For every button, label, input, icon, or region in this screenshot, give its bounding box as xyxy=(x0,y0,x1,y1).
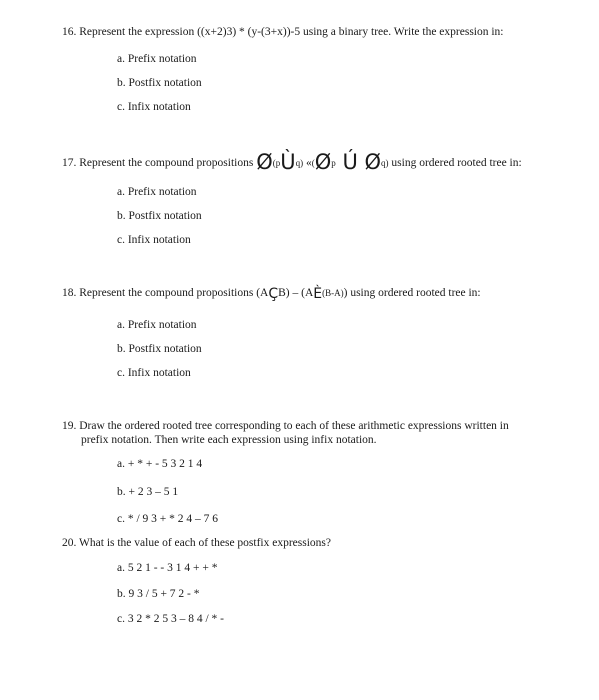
q19-option-c: c. * / 9 3 + * 2 4 – 7 6 xyxy=(117,513,219,525)
question-18 xyxy=(62,286,481,302)
q19-option-a: a. + * + - 5 3 2 1 4 xyxy=(117,458,203,470)
q20-option-b: b. 9 3 / 5 + 7 2 - * xyxy=(117,588,200,600)
q18-option-a: a. Prefix notation xyxy=(117,319,197,331)
q20-option-c: c. 3 2 * 2 5 3 – 8 4 / * - xyxy=(117,613,225,625)
q17-symbol-5: Ú xyxy=(335,150,365,174)
q17-sub-1: (p xyxy=(272,158,281,168)
q17-symbol-2: Ù xyxy=(280,150,296,174)
q17-symbol-3: « xyxy=(303,157,312,169)
q17-symbol-4: Ø xyxy=(314,150,332,174)
q17-sub-2: q) xyxy=(295,158,304,168)
q17-symbol-6: Ø xyxy=(364,150,382,174)
q18-mid: B) – (A xyxy=(278,287,314,299)
q17-sub-6: q) xyxy=(381,158,389,168)
q16-option-b: b. Postfix notation xyxy=(117,77,202,89)
q17-option-a: a. Prefix notation xyxy=(117,186,197,198)
q16-option-c: c. Infix notation xyxy=(117,101,191,113)
q17-suffix: using ordered rooted tree in: xyxy=(388,157,522,169)
q18-symbol-1: Ç xyxy=(268,286,279,302)
question-20: 20. What is the value of each of these postfix expressions? xyxy=(62,537,332,549)
q20-option-a: a. 5 2 1 - - 3 1 4 + + * xyxy=(117,562,218,574)
q17-sub-4: p xyxy=(331,158,336,168)
q18-prefix: 18. Represent the compound propositions (A xyxy=(62,287,269,299)
q17-option-c: c. Infix notation xyxy=(117,234,191,246)
q17-prefix: 17. Represent the compound propositions xyxy=(62,157,257,169)
q19-option-b: b. + 2 3 – 5 1 xyxy=(117,486,179,498)
q17-sub-3: ( xyxy=(311,158,315,168)
q17-symbol-1: Ø xyxy=(256,150,273,174)
q17-option-b: b. Postfix notation xyxy=(117,210,202,222)
q18-option-c: c. Infix notation xyxy=(117,367,191,379)
question-16: 16. Represent the expression ((x+2)3) * (y-(3+x))-5 using a binary tree. Write the expression in: xyxy=(62,26,504,38)
q18-symbol-2: È xyxy=(313,286,323,302)
question-19-line-2: prefix notation. Then write each expression using infix notation. xyxy=(81,434,377,446)
q16-option-a: a. Prefix notation xyxy=(117,53,197,65)
q18-option-b: b. Postfix notation xyxy=(117,343,202,355)
q18-sub-2: (B-A) xyxy=(322,288,344,298)
question-17 xyxy=(62,150,522,174)
question-19-line-1: 19. Draw the ordered rooted tree corresponding to each of these arithmetic expressions written in xyxy=(62,420,509,432)
q18-suffix: ) using ordered rooted tree in: xyxy=(343,287,481,299)
